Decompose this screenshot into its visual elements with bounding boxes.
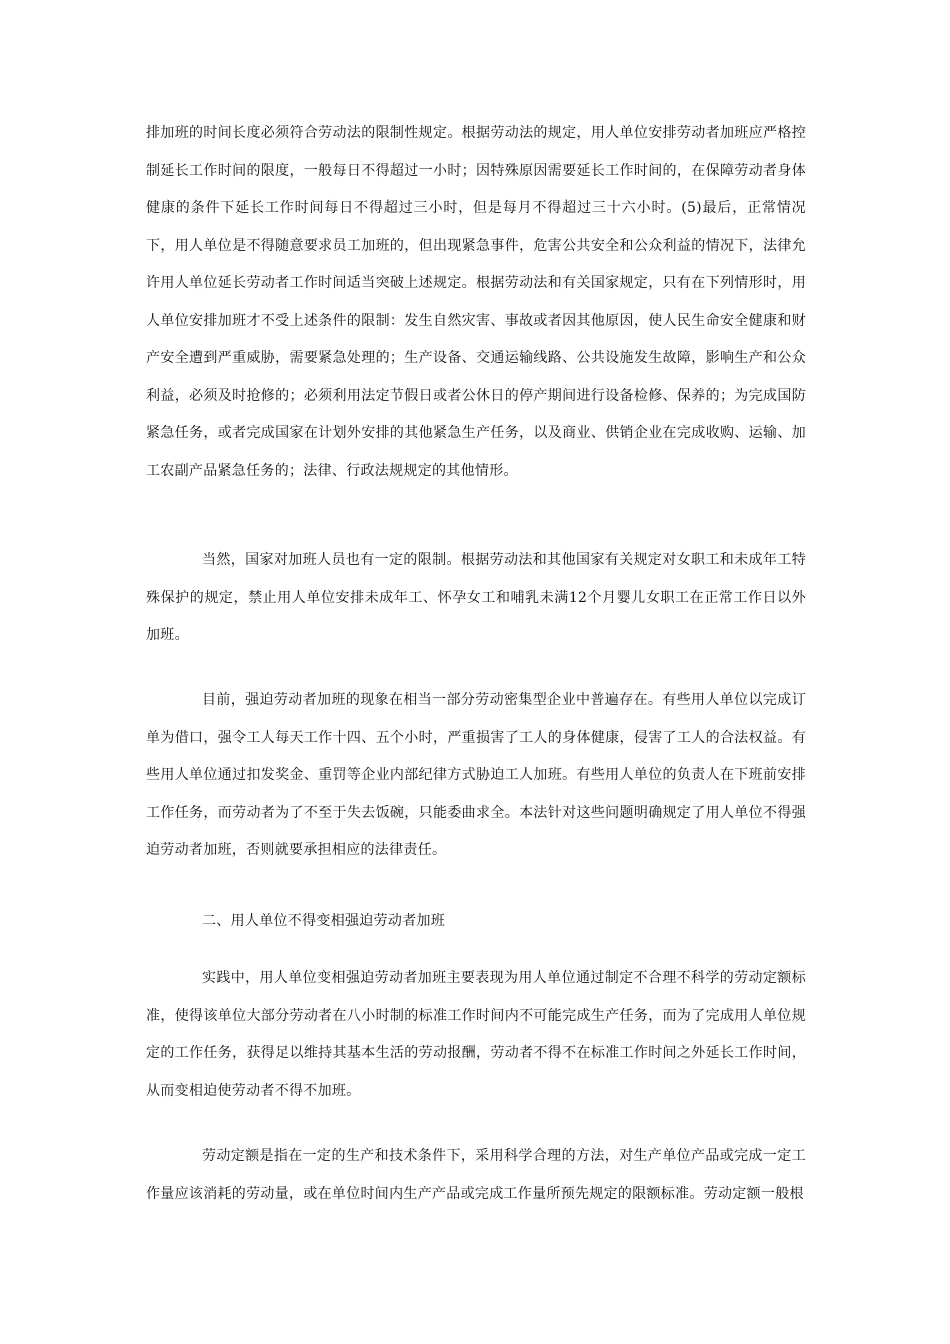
section-heading: 二、用人单位不得变相强迫劳动者加班 xyxy=(202,913,446,929)
paragraph-overtime-limits: 排加班的时间长度必须符合劳动法的限制性规定。根据劳动法的规定，用人单位安排劳动者加班应严格控制延长工作时间的限度，一般每日不得超过一小时；因特殊原因需要延长工作时间的，在保障劳动者身体健康的条件下延长工作时间每日不得超过三小时，但是每月不得超过三十六小时。(5)最后，正常情况下，用人单位是不得随意要求员工加班的，但出现紧急事件，危害公共安全和公众利益的情况下，法律允许用人单位延长劳动者工作时间适当突破上述规定。根据劳动法和有关国家规定，只有在下列情形时，用人单位安排加班才不受上述条件的限制：发生自然灾害、事故或者因其他原因，使人民生命安全健康和财产安全遭到严重威胁，需要紧急处理的；生产设备、交通运输线路、公共设施发生故障，影响生产和公众利益，必须及时抢修的；必须利用法定节假日或者公休日的停产期间进行设备检修、保养的；为完成国防紧急任务，或者完成国家在计划外安排的其他紧急生产任务，以及商业、供销企业在完成收购、运输、加工农副产品紧急任务的；法律、行政法规规定的其他情形。 xyxy=(146,125,806,479)
paragraph-labor-quota: 劳动定额是指在一定的生产和技术条件下，采用科学合理的方法，对生产单位产品或完成一定工作量应该消耗的劳动量，或在单位时间内生产产品或完成工作量所预先规定的限额标准。劳动定额一般根 xyxy=(146,1148,806,1202)
paragraph-special-protection: 当然，国家对加班人员也有一定的限制。根据劳动法和其他国家有关规定对女职工和未成年工特殊保护的规定，禁止用人单位安排未成年工、怀孕女工和哺乳未满12个月婴儿女职工在正常工作日以外加班。 xyxy=(146,552,806,643)
paragraph-forced-overtime: 目前，强迫劳动者加班的现象在相当一部分劳动密集型企业中普遍存在。有些用人单位以完成订单为借口，强令工人每天工作十四、五个小时，严重损害了工人的身体健康，侵害了工人的合法权益。有些用人单位通过扣发奖金、重罚等企业内部纪律方式胁迫工人加班。有些用人单位的负责人在下班前安排工作任务，而劳动者为了不至于失去饭碗，只能委曲求全。本法针对这些问题明确规定了用人单位不得强迫劳动者加班，否则就要承担相应的法律责任。 xyxy=(146,692,806,858)
paragraph-disguised-overtime: 实践中，用人单位变相强迫劳动者加班主要表现为用人单位通过制定不合理不科学的劳动定额标准，使得该单位大部分劳动者在八小时制的标准工作时间内不可能完成生产任务，而为了完成用人单位规定的工作任务，获得足以维持其基本生活的劳动报酬，劳动者不得不在标准工作时间之外延长工作时间，从而变相迫使劳动者不得不加班。 xyxy=(146,970,806,1099)
